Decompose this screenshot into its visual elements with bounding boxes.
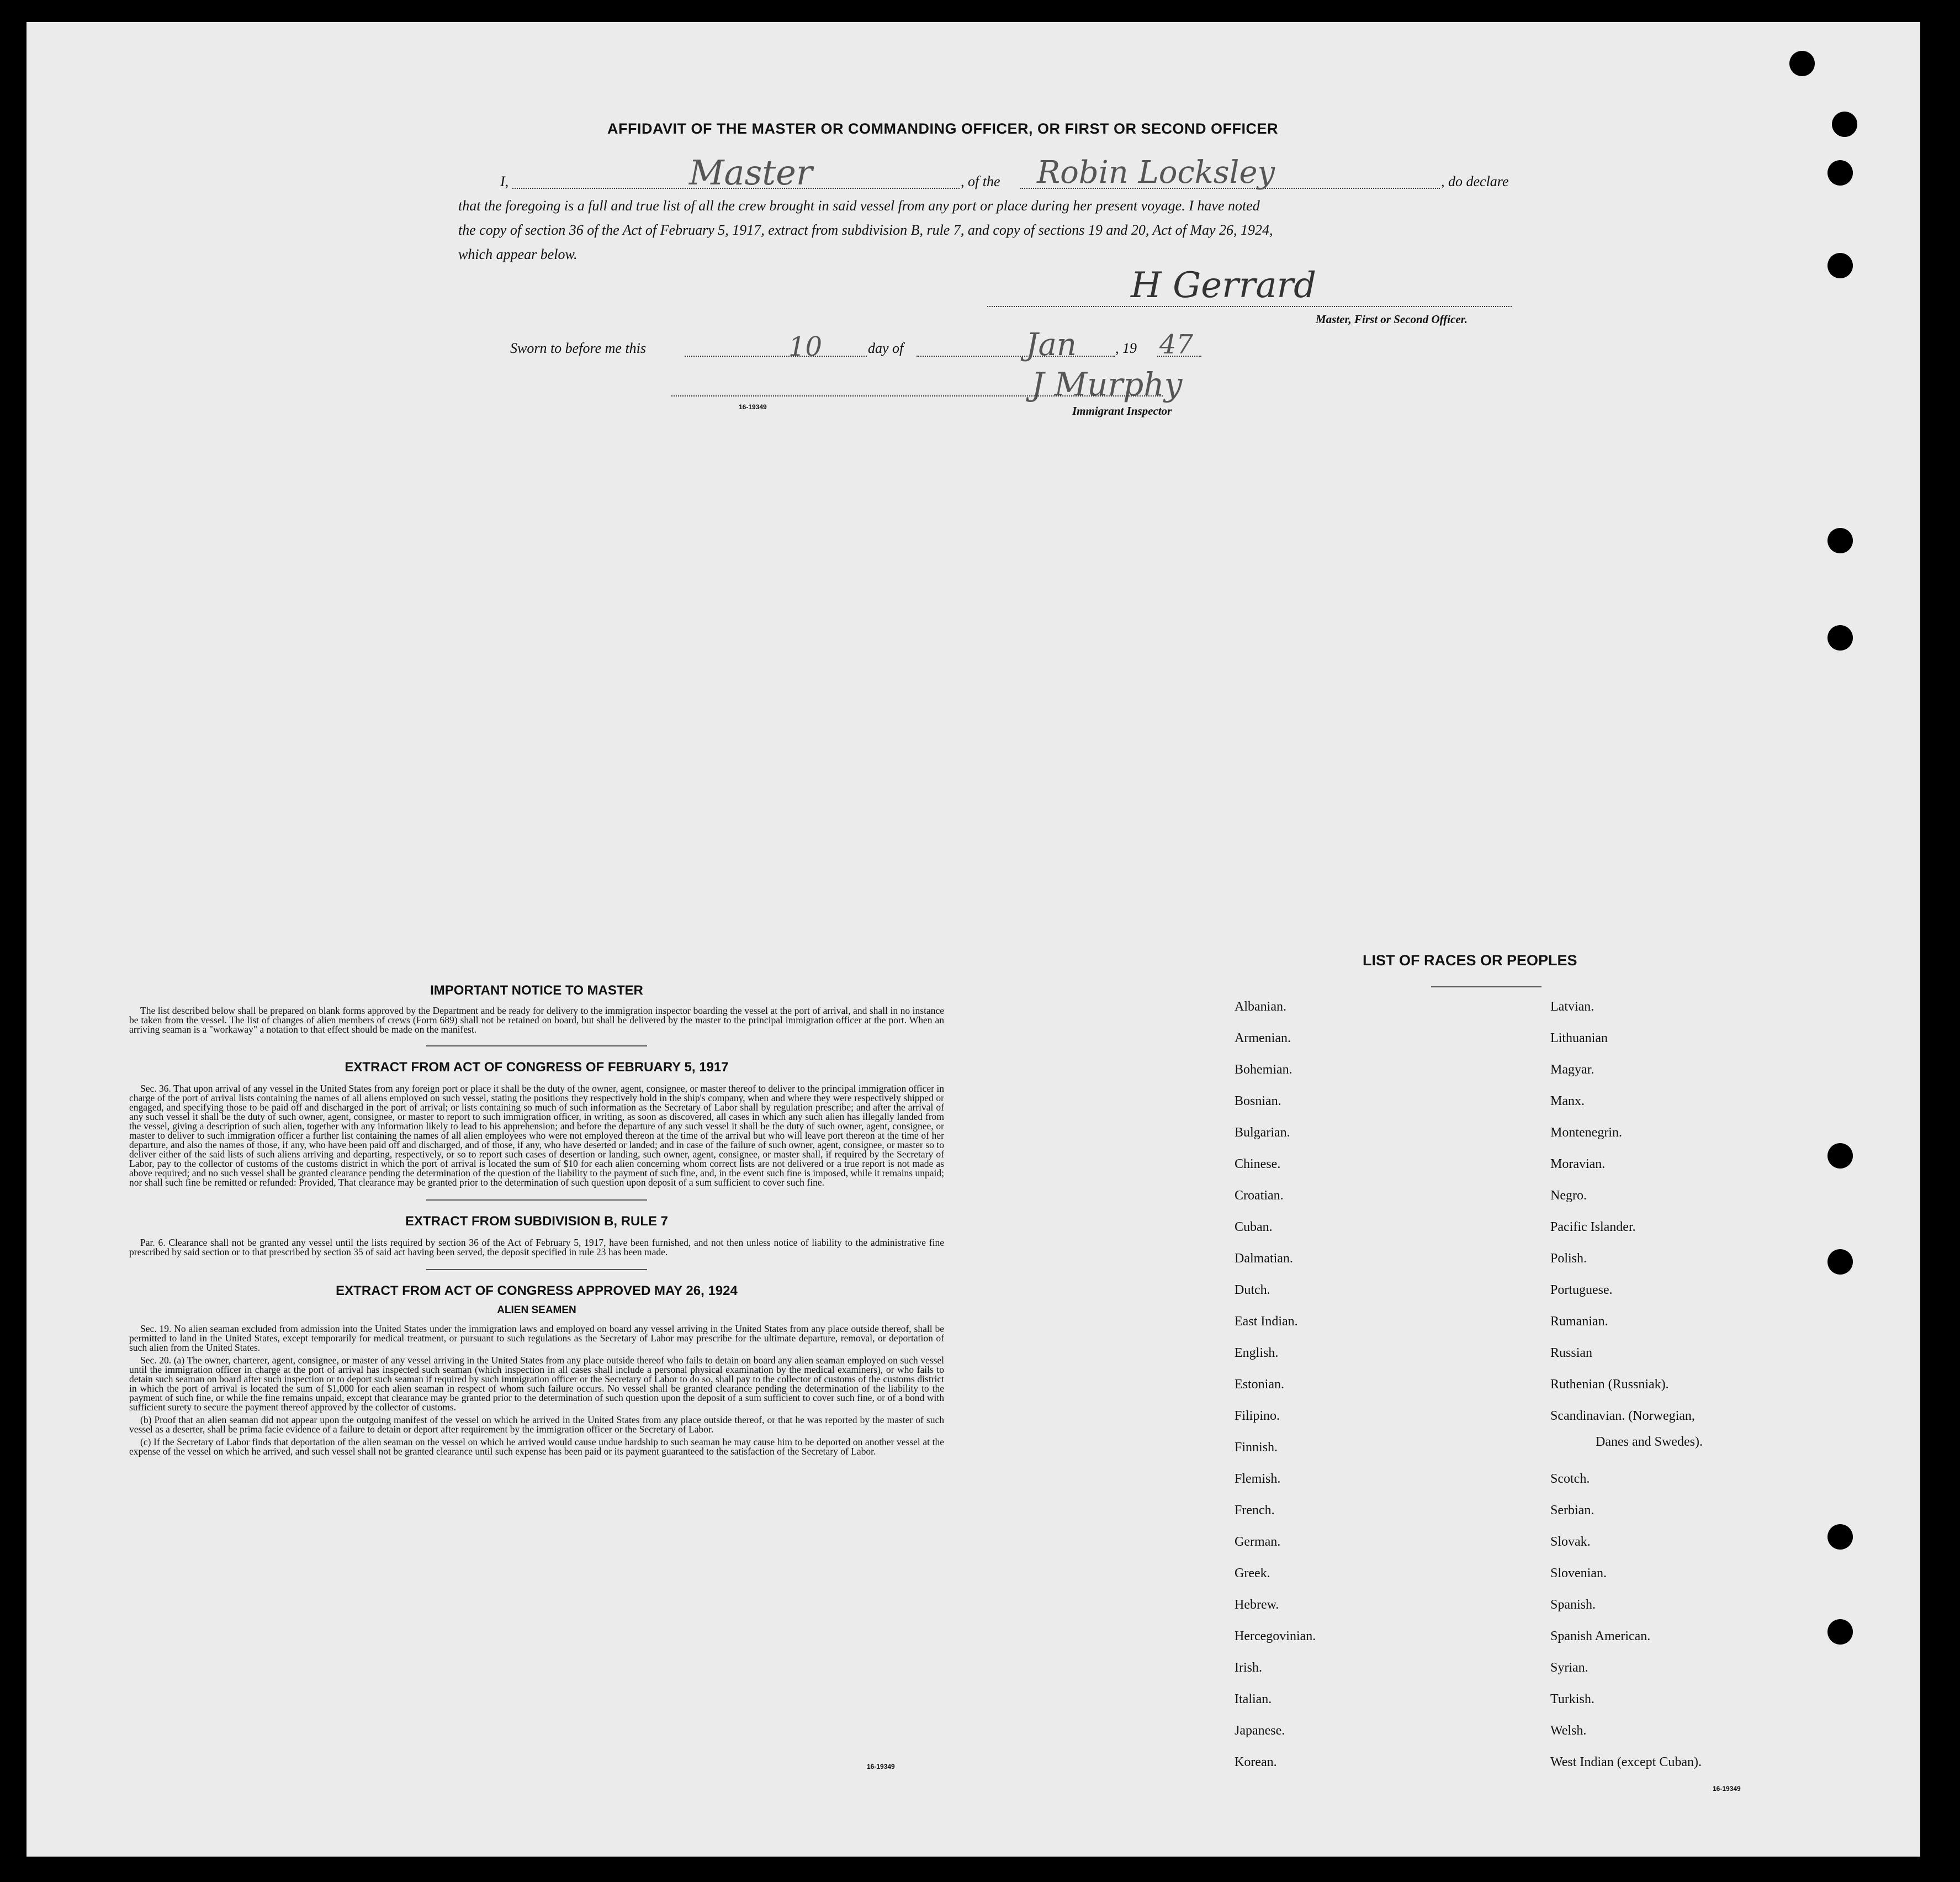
race-item: Spanish.	[1550, 1598, 1596, 1612]
divider	[426, 1199, 647, 1201]
vessel-name-handwritten: Robin Locksley	[1037, 155, 1275, 191]
race-item: Korean.	[1235, 1755, 1277, 1769]
race-item: Filipino.	[1235, 1409, 1280, 1423]
day-line	[685, 356, 867, 357]
race-item: Pacific Islander.	[1550, 1220, 1636, 1234]
affidavit-line-4: which appear below.	[458, 246, 578, 262]
race-item: German.	[1235, 1535, 1281, 1549]
master-name-handwritten: Master	[689, 152, 813, 193]
master-signature: H Gerrard	[1131, 265, 1317, 306]
race-item: Dalmatian.	[1235, 1251, 1293, 1266]
sec20a-text: Sec. 20. (a) The owner, charterer, agent, consignee, or master of any vessel arriving in the United States from any place outside thereof who fails to detain on board any alien seaman employed on such vessel until the immigration officer in charge at the port of arrival has inspected such seaman (which inspection in all cases shall include a personal physical examination by the medical examiners), or who fails to detain such seaman on board after such inspection or to deport such seaman if required by such immigration officer or the Secretary of Labor to do so, shall pay to the collector of customs of the customs district in which the port of arrival is located the sum of $1,000 for each alien seaman in respect of whom such failure occurs. No vessel shall be granted clearance pending the determination of the liability to the payment of such fine, or while the fine remains unpaid, except that clearance may be granted prior to the determination of such question upon the deposit of a sum sufficient to cover such fine, or of a bond with sufficient surety to secure the payment thereof approved by the collector of customs.	[129, 1355, 944, 1413]
inspector-line	[671, 395, 1163, 397]
do-declare-label: , do declare	[1441, 173, 1509, 189]
extract2-title: EXTRACT FROM SUBDIVISION B, RULE 7	[405, 1214, 669, 1229]
extract1-title: EXTRACT FROM ACT OF CONGRESS OF FEBRUARY 5, 1917	[345, 1060, 729, 1075]
race-item: Chinese.	[1235, 1157, 1281, 1171]
punch-hole	[1827, 1249, 1853, 1275]
race-item: English.	[1235, 1346, 1279, 1360]
master-label: Master, First or Second Officer.	[1316, 313, 1468, 326]
race-item: Italian.	[1235, 1692, 1272, 1706]
race-item: Rumanian.	[1550, 1314, 1608, 1329]
punch-hole	[1789, 51, 1815, 76]
day-of-label: day of	[868, 340, 904, 356]
sec20c-text: (c) If the Secretary of Labor finds that deportation of the alien seaman on the vessel on which he arrived would cause undue hardship to such seaman he may cause him to be deported on another vessel at the expense of the vessel on which he arrived, and such vessel shall not be granted clearance until such expense has been paid or its payment guaranteed to the satisfaction of the Secretary of Labor.	[129, 1436, 944, 1457]
race-item: Scandinavian. (Norwegian,	[1550, 1409, 1695, 1423]
race-item: Lithuanian	[1550, 1031, 1608, 1045]
race-item: Albanian.	[1235, 1000, 1286, 1014]
race-item: Cuban.	[1235, 1220, 1273, 1234]
extract2-text: Par. 6. Clearance shall not be granted any vessel until the lists required by section 36 of the Act of February 5, 1917, have been furnished, and not then unless notice of liability to the administrative fine prescribed by said section or to that prescribed by section 35 of said act having been served, the deposit specified in rule 23 has been made.	[129, 1237, 944, 1257]
race-item: Moravian.	[1550, 1157, 1606, 1171]
race-item: Manx.	[1550, 1094, 1585, 1108]
race-item: Ruthenian (Russniak).	[1550, 1377, 1669, 1392]
day-handwritten: 10	[788, 331, 823, 362]
race-item: Flemish.	[1235, 1472, 1281, 1486]
race-item: Dutch.	[1235, 1283, 1270, 1297]
punch-hole	[1827, 160, 1853, 186]
extract3-title: EXTRACT FROM ACT OF CONGRESS APPROVED MAY 26, 1924	[336, 1283, 738, 1298]
punch-hole	[1827, 625, 1853, 651]
notice-title: IMPORTANT NOTICE TO MASTER	[430, 983, 643, 998]
race-item: Greek.	[1235, 1566, 1270, 1580]
races-title: LIST OF RACES OR PEOPLES	[1363, 952, 1577, 969]
race-item: Bulgarian.	[1235, 1125, 1290, 1140]
races-divider	[1431, 986, 1541, 987]
punch-hole	[1827, 1619, 1853, 1645]
race-item: Negro.	[1550, 1188, 1587, 1203]
race-item: Slovenian.	[1550, 1566, 1607, 1580]
punch-hole	[1827, 1524, 1853, 1550]
race-item: Latvian.	[1550, 1000, 1595, 1014]
race-item: Bohemian.	[1235, 1062, 1292, 1077]
inspector-label: Immigrant Inspector	[1072, 404, 1172, 417]
race-item: Croatian.	[1235, 1188, 1284, 1203]
race-item: Hebrew.	[1235, 1598, 1279, 1612]
sec19-text: Sec. 19. No alien seaman excluded from admission into the United States under the immigration laws and employed on board any vessel arriving in the United States from any place outside thereof, shall be permitted to land in the United States, except temporarily for medical treatment, or pursuant to such regulations as the Secretary of Labor may prescribe for the ultimate departure, removal, or deportation of such alien from the United States.	[129, 1323, 944, 1353]
race-item: Hercegovinian.	[1235, 1629, 1316, 1643]
race-item: Polish.	[1550, 1251, 1587, 1266]
affidavit-line-3: the copy of section 36 of the Act of February 5, 1917, extract from subdivision B, rule 7, and copy of sections 19 and 20, Act of May 26, 1924,	[458, 222, 1273, 238]
sec20b-text: (b) Proof that an alien seaman did not appear upon the outgoing manifest of the vessel on which he arrived in the United States from any place outside thereof, or that he was reported by the master of such vessel as a deserter, shall be prima facie evidence of a failure to detain or deport after requirement by the immigration officer or the Secretary of Labor.	[129, 1414, 944, 1435]
race-item: Scotch.	[1550, 1472, 1590, 1486]
extract1-text: Sec. 36. That upon arrival of any vessel in the United States from any foreign port or place it shall be the duty of the owner, agent, consignee, or master thereof to deliver to the principal immigration officer in charge of the port of arrival lists containing the names of all aliens employed on such vessel, stating the positions they respectively hold in the ship's company, when and where they were respectively shipped or engaged, and specifying those to be paid off and discharged in the port of arrival; or lists containing so much of such information as the Secretary of Labor shall by regulation prescribe; and after the arrival of any such vessel it shall be the duty of such owner, agent, consignee, or master to report to such immigration officer, in writing, as soon as discovered, all cases in which any such alien has illegally landed from the vessel, giving a description of such alien, together with any information likely to lead to his apprehension; and before the departure of any such vessel it shall be the duty of such owner, agent, consignee, or master to deliver to such immigration officer a further list containing the names of all alien employees who were not employed thereon at the time of the arrival but who will leave port thereon at the time of her departure, and also the names of those, if any, who have been paid off and discharged, and of those, if any, who have deserted or landed; and in case of the failure of such owner, agent, consignee, or master so to deliver either of the said lists of such aliens arriving and departing, respectively, or so to report such cases of desertion or landing, such owner, agent, consignee, or master shall, if required by the Secretary of Labor, pay to the collector of customs of the customs district in which the port of arrival is located the sum of $10 for each alien concerning whom correct lists are not delivered or a true report is not made as above required; and no such vessel shall be granted clearance pending the determination of the question of the liability to the payment of such fine, and, in the event such fine is imposed, while it remains unpaid; nor shall such fine be remitted or refunded: Provided, That clearance may be granted prior to the determination of such question upon deposit of a sum sufficient to cover such fine.	[129, 1083, 944, 1188]
month-handwritten: Jan	[1026, 327, 1077, 363]
i-label: I,	[500, 173, 509, 189]
race-item: Spanish American.	[1550, 1629, 1651, 1643]
race-item: Montenegrin.	[1550, 1125, 1622, 1140]
race-item: Welsh.	[1550, 1724, 1587, 1738]
race-item: East Indian.	[1235, 1314, 1298, 1329]
race-item: Bosnian.	[1235, 1094, 1281, 1108]
document-page	[27, 22, 1920, 1857]
race-item: Slovak.	[1550, 1535, 1591, 1549]
race-item: Irish.	[1235, 1661, 1262, 1675]
notice-column	[129, 983, 944, 1456]
race-item: Portuguese.	[1550, 1283, 1613, 1297]
races-form-number: 16-19349	[1713, 1785, 1741, 1793]
race-item: Syrian.	[1550, 1661, 1588, 1675]
race-item: Magyar.	[1550, 1062, 1595, 1077]
inspector-signature: J Murphy	[1031, 366, 1183, 403]
year-handwritten: 47	[1159, 329, 1194, 360]
race-item-continuation: Danes and Swedes).	[1596, 1435, 1703, 1449]
signature-line	[987, 306, 1512, 307]
notice-text: The list described below shall be prepared on blank forms approved by the Department and be ready for delivery to the immigration inspector boarding the vessel at the port of arrival, and shall in no instance be taken from the vessel. The list of changes of alien members of crews (Form 689) shall not be retained on board, but shall be delivered by the master to the principal immigration officer at the port. When an arriving seaman is a "workaway" a notation to that effect should be made on the manifest.	[129, 1005, 944, 1035]
race-item: Japanese.	[1235, 1724, 1285, 1738]
punch-hole	[1827, 253, 1853, 278]
race-item: Armenian.	[1235, 1031, 1291, 1045]
punch-hole	[1832, 112, 1857, 137]
race-item: West Indian (except Cuban).	[1550, 1755, 1702, 1769]
race-item: Finnish.	[1235, 1440, 1278, 1455]
affidavit-form-number: 16-19349	[739, 403, 767, 411]
divider	[426, 1269, 647, 1270]
notice-form-number: 16-19349	[867, 1763, 895, 1770]
race-item: Turkish.	[1550, 1692, 1595, 1706]
of-the-label: , of the	[961, 173, 1000, 189]
race-item: Estonian.	[1235, 1377, 1284, 1392]
affidavit-line-2: that the foregoing is a full and true list of all the crew brought in said vessel from any port or place during her present voyage. I have noted	[458, 198, 1260, 214]
divider	[426, 1045, 647, 1046]
affidavit-title: AFFIDAVIT OF THE MASTER OR COMMANDING OFFICER, OR FIRST OR SECOND OFFICER	[607, 120, 1278, 137]
punch-hole	[1827, 528, 1853, 553]
race-item: Russian	[1550, 1346, 1593, 1360]
sworn-label: Sworn to before me this	[510, 340, 647, 356]
year-prefix: , 19	[1115, 340, 1137, 356]
extract3-subtitle: ALIEN SEAMEN	[497, 1304, 576, 1316]
race-item: French.	[1235, 1503, 1275, 1518]
race-item: Serbian.	[1550, 1503, 1595, 1518]
month-line	[917, 356, 1115, 357]
punch-hole	[1827, 1143, 1853, 1169]
